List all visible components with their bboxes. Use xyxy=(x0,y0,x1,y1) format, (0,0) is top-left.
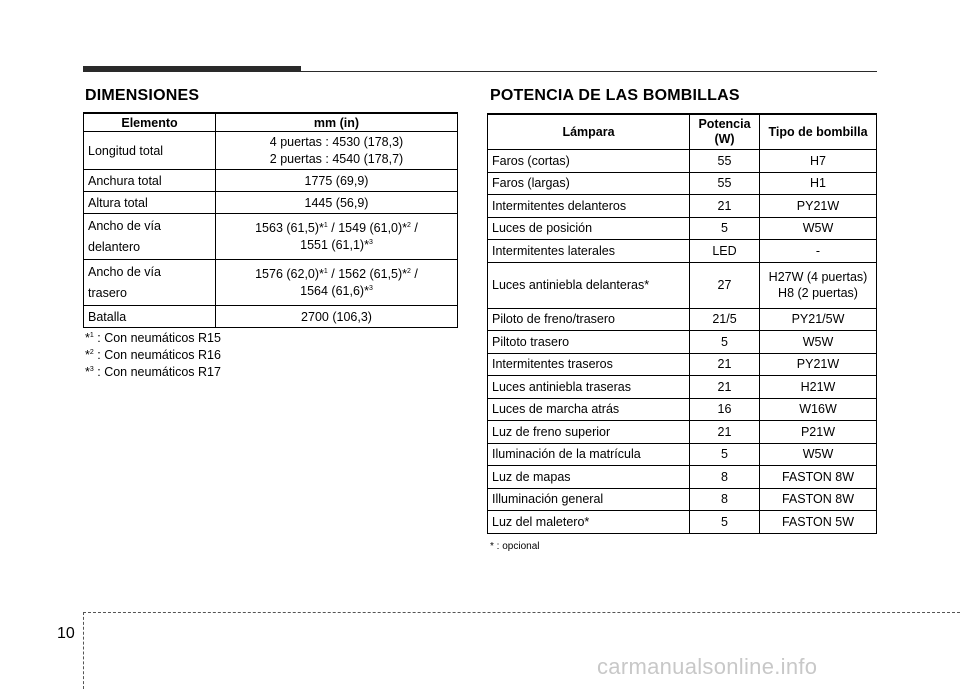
column-header-element: Elemento xyxy=(84,113,216,132)
lamp-power: 16 xyxy=(690,398,760,421)
row-value: 1445 (56,9) xyxy=(216,192,458,214)
bulb-type: FASTON 5W xyxy=(760,511,877,534)
table-row xyxy=(488,511,877,534)
dimensions-title: DIMENSIONES xyxy=(85,87,200,104)
lamp-power: 8 xyxy=(690,488,760,511)
row-value xyxy=(216,214,458,260)
table-row xyxy=(488,262,877,308)
lamp-name: Luz de freno superior xyxy=(488,421,690,444)
column-header-lamp: Lámpara xyxy=(488,114,690,150)
lamp-name: Faros (largas) xyxy=(488,172,690,195)
bulb-type: H27W (4 puertas) H8 (2 puertas) xyxy=(760,262,877,308)
lamp-name: Piloto de freno/trasero xyxy=(488,308,690,331)
lamp-name: Luz de mapas xyxy=(488,466,690,489)
bulbs-table xyxy=(487,113,877,534)
bulb-type: W16W xyxy=(760,398,877,421)
table-row xyxy=(488,240,877,263)
table-row xyxy=(84,132,458,170)
page-margin-line-horizontal xyxy=(83,612,960,613)
lamp-name: Intermitentes laterales xyxy=(488,240,690,263)
column-header-power xyxy=(690,114,760,150)
header-rule-thin xyxy=(83,71,877,72)
lamp-name: Luces antiniebla traseras xyxy=(488,376,690,399)
column-header-mm: mm (in) xyxy=(216,113,458,132)
footnote: *$^3$ : Con neumáticos R17 xyxy=(85,365,221,379)
table-row xyxy=(488,217,877,240)
lamp-name: Illuminación general xyxy=(488,488,690,511)
page-number: 10 xyxy=(57,625,75,642)
table-row xyxy=(84,214,458,260)
lamp-name: Luces de posición xyxy=(488,217,690,240)
bulb-type: H1 xyxy=(760,172,877,195)
lamp-power: 5 xyxy=(690,217,760,240)
lamp-power: 21 xyxy=(690,195,760,218)
row-label: Altura total xyxy=(84,192,216,214)
bulb-type: W5W xyxy=(760,217,877,240)
column-header-type: Tipo de bombilla xyxy=(760,114,877,150)
table-header-row xyxy=(84,113,458,132)
row-label: Longitud total xyxy=(84,132,216,170)
table-row xyxy=(84,260,458,306)
lamp-power: 5 xyxy=(690,331,760,354)
value-line: 4 puertas : 4530 (178,3) xyxy=(269,134,404,149)
lamp-power: LED xyxy=(690,240,760,263)
lamp-power: 21 xyxy=(690,376,760,399)
dimensions-table xyxy=(83,112,458,328)
bulb-type: P21W xyxy=(760,421,877,444)
lamp-name: Luz del maletero* xyxy=(488,511,690,534)
table-row xyxy=(488,443,877,466)
lamp-name: Intermitentes traseros xyxy=(488,353,690,376)
table-row xyxy=(488,172,877,195)
bulb-type: H21W xyxy=(760,376,877,399)
lamp-power: 27 xyxy=(690,262,760,308)
value-line: 1576 (62,0)*$^1$ / 1562 (61,5)*$^2$ / xyxy=(255,266,418,281)
table-row xyxy=(488,466,877,489)
lamp-power: 55 xyxy=(690,150,760,173)
bulb-type: W5W xyxy=(760,443,877,466)
lamp-name: Intermitentes delanteros xyxy=(488,195,690,218)
table-row xyxy=(488,308,877,331)
dimensions-footnotes xyxy=(85,330,221,381)
header-line: Potencia xyxy=(698,117,751,131)
bulb-type: PY21W xyxy=(760,195,877,218)
table-row xyxy=(488,150,877,173)
row-label xyxy=(84,214,216,260)
table-row xyxy=(488,195,877,218)
bulb-type: H7 xyxy=(760,150,877,173)
table-row xyxy=(84,306,458,328)
row-label xyxy=(84,260,216,306)
table-row xyxy=(84,192,458,214)
value-line: 1551 (61,1)*$^3$ xyxy=(300,237,373,252)
row-label: Batalla xyxy=(84,306,216,328)
bulb-type: FASTON 8W xyxy=(760,466,877,489)
table-row xyxy=(488,353,877,376)
lamp-power: 5 xyxy=(690,511,760,534)
row-value: 2700 (106,3) xyxy=(216,306,458,328)
table-row xyxy=(488,421,877,444)
row-value xyxy=(216,260,458,306)
footnote: *$^1$ : Con neumáticos R15 xyxy=(85,331,221,345)
value-line: 1563 (61,5)*$^1$ / 1549 (61,0)*$^2$ / xyxy=(255,220,418,235)
page-margin-line-vertical xyxy=(83,612,84,689)
lamp-power: 21/5 xyxy=(690,308,760,331)
table-row xyxy=(488,331,877,354)
bulbs-title: POTENCIA DE LAS BOMBILLAS xyxy=(490,87,740,104)
lamp-power: 21 xyxy=(690,421,760,444)
lamp-name: Luces antiniebla delanteras* xyxy=(488,262,690,308)
lamp-power: 8 xyxy=(690,466,760,489)
header-line: (W) xyxy=(714,132,735,146)
label-line: delantero xyxy=(88,239,141,254)
lamp-name: Faros (cortas) xyxy=(488,150,690,173)
bulb-type: PY21W xyxy=(760,353,877,376)
lamp-name: Luces de marcha atrás xyxy=(488,398,690,421)
row-value: 1775 (69,9) xyxy=(216,170,458,192)
table-row xyxy=(84,170,458,192)
bulb-type: W5W xyxy=(760,331,877,354)
bulb-type: - xyxy=(760,240,877,263)
table-row xyxy=(488,488,877,511)
label-line: Ancho de vía xyxy=(88,218,161,233)
lamp-power: 21 xyxy=(690,353,760,376)
watermark: carmanualsonline.info xyxy=(597,654,818,679)
value-line: 1564 (61,6)*$^3$ xyxy=(300,283,373,298)
table-header-row xyxy=(488,114,877,150)
bulbs-footnote: * : opcional xyxy=(490,541,540,552)
lamp-name: Piltoto trasero xyxy=(488,331,690,354)
lamp-name: Iluminación de la matrícula xyxy=(488,443,690,466)
footnote: *$^2$ : Con neumáticos R16 xyxy=(85,348,221,362)
bulb-type: PY21/5W xyxy=(760,308,877,331)
row-label: Anchura total xyxy=(84,170,216,192)
table-row xyxy=(488,398,877,421)
label-line: trasero xyxy=(88,285,127,300)
row-value xyxy=(216,132,458,170)
table-row xyxy=(488,376,877,399)
value-line: 2 puertas : 4540 (178,7) xyxy=(269,151,404,166)
lamp-power: 5 xyxy=(690,443,760,466)
bulb-type: FASTON 8W xyxy=(760,488,877,511)
label-line: Ancho de vía xyxy=(88,264,161,279)
lamp-power: 55 xyxy=(690,172,760,195)
